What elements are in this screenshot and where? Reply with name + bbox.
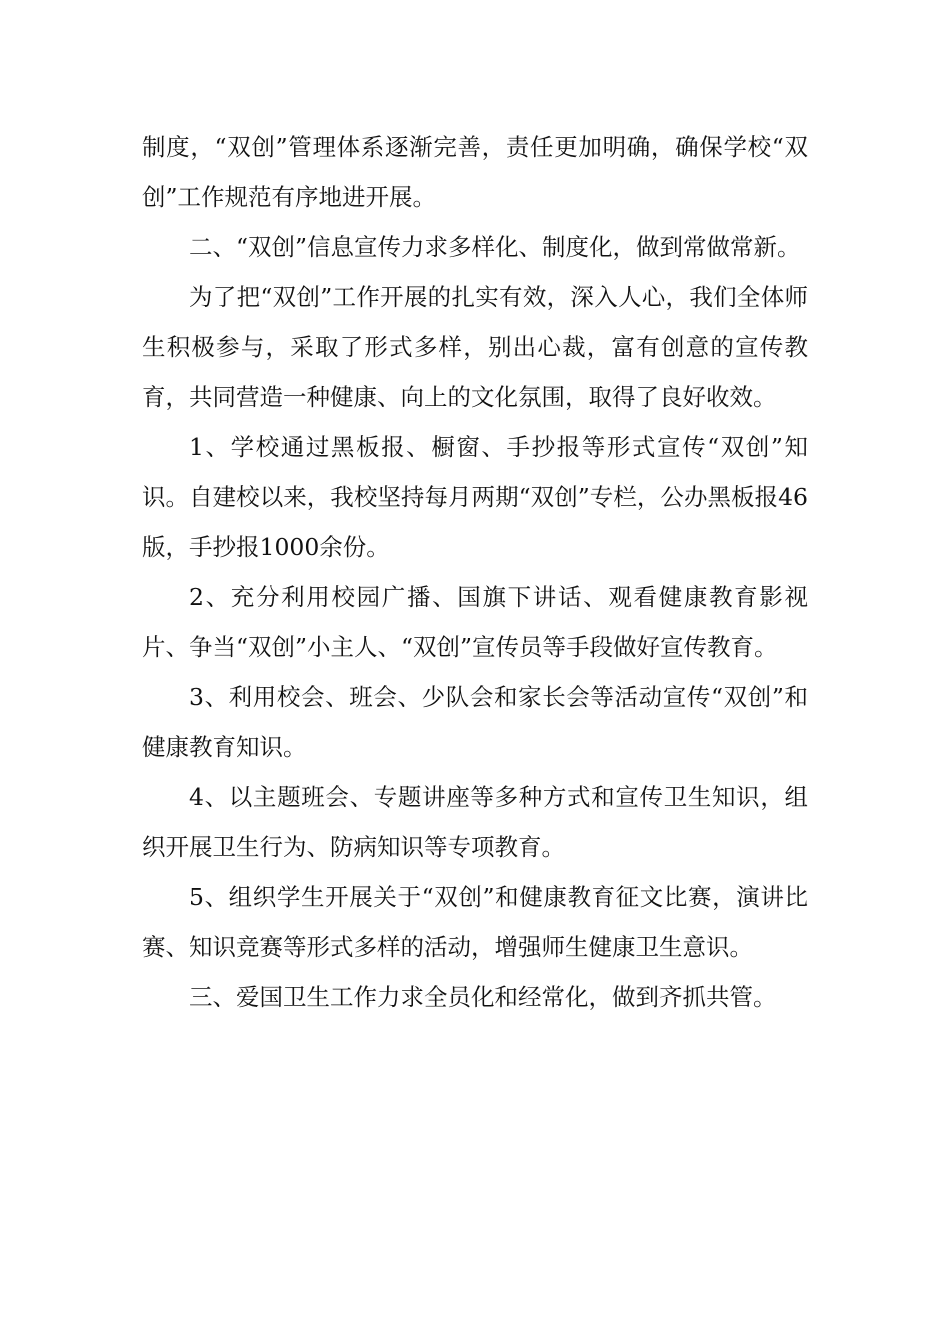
list-item-3: 3、利用校会、班会、少队会和家长会等活动宣传“双创”和健康教育知识。	[142, 683, 808, 761]
section-heading-3: 三、爱国卫生工作力求全员化和经常化，做到齐抓共管。	[189, 983, 777, 1011]
list-item-5: 5、组织学生开展关于“双创”和健康教育征文比赛，演讲比赛、知识竞赛等形式多样的活动，增强师生健康卫生意识。	[142, 883, 808, 961]
document-page	[142, 122, 808, 1022]
list-item-4: 4、以主题班会、专题讲座等多种方式和宣传卫生知识，组织开展卫生行为、防病知识等专项教育。	[142, 783, 808, 861]
paragraph-continuation: 制度，“双创”管理体系逐渐完善，责任更加明确，确保学校“双创”工作规范有序地进开展。	[142, 133, 808, 211]
section-heading-2: 二、“双创”信息宣传力求多样化、制度化，做到常做常新。	[189, 233, 801, 261]
list-item-1: 1、学校通过黑板报、橱窗、手抄报等形式宣传“双创”知识。自建校以来，我校坚持每月两期“双创”专栏，公办黑板报46版，手抄报1000余份。	[142, 433, 808, 561]
paragraph-intro: 为了把“双创”工作开展的扎实有效，深入人心，我们全体师生积极参与，采取了形式多样，别出心裁，富有创意的宣传教育，共同营造一种健康、向上的文化氛围，取得了良好收效。	[142, 283, 808, 411]
list-item-2: 2、充分利用校园广播、国旗下讲话、观看健康教育影视片、争当“双创”小主人、“双创”宣传员等手段做好宣传教育。	[142, 583, 808, 661]
